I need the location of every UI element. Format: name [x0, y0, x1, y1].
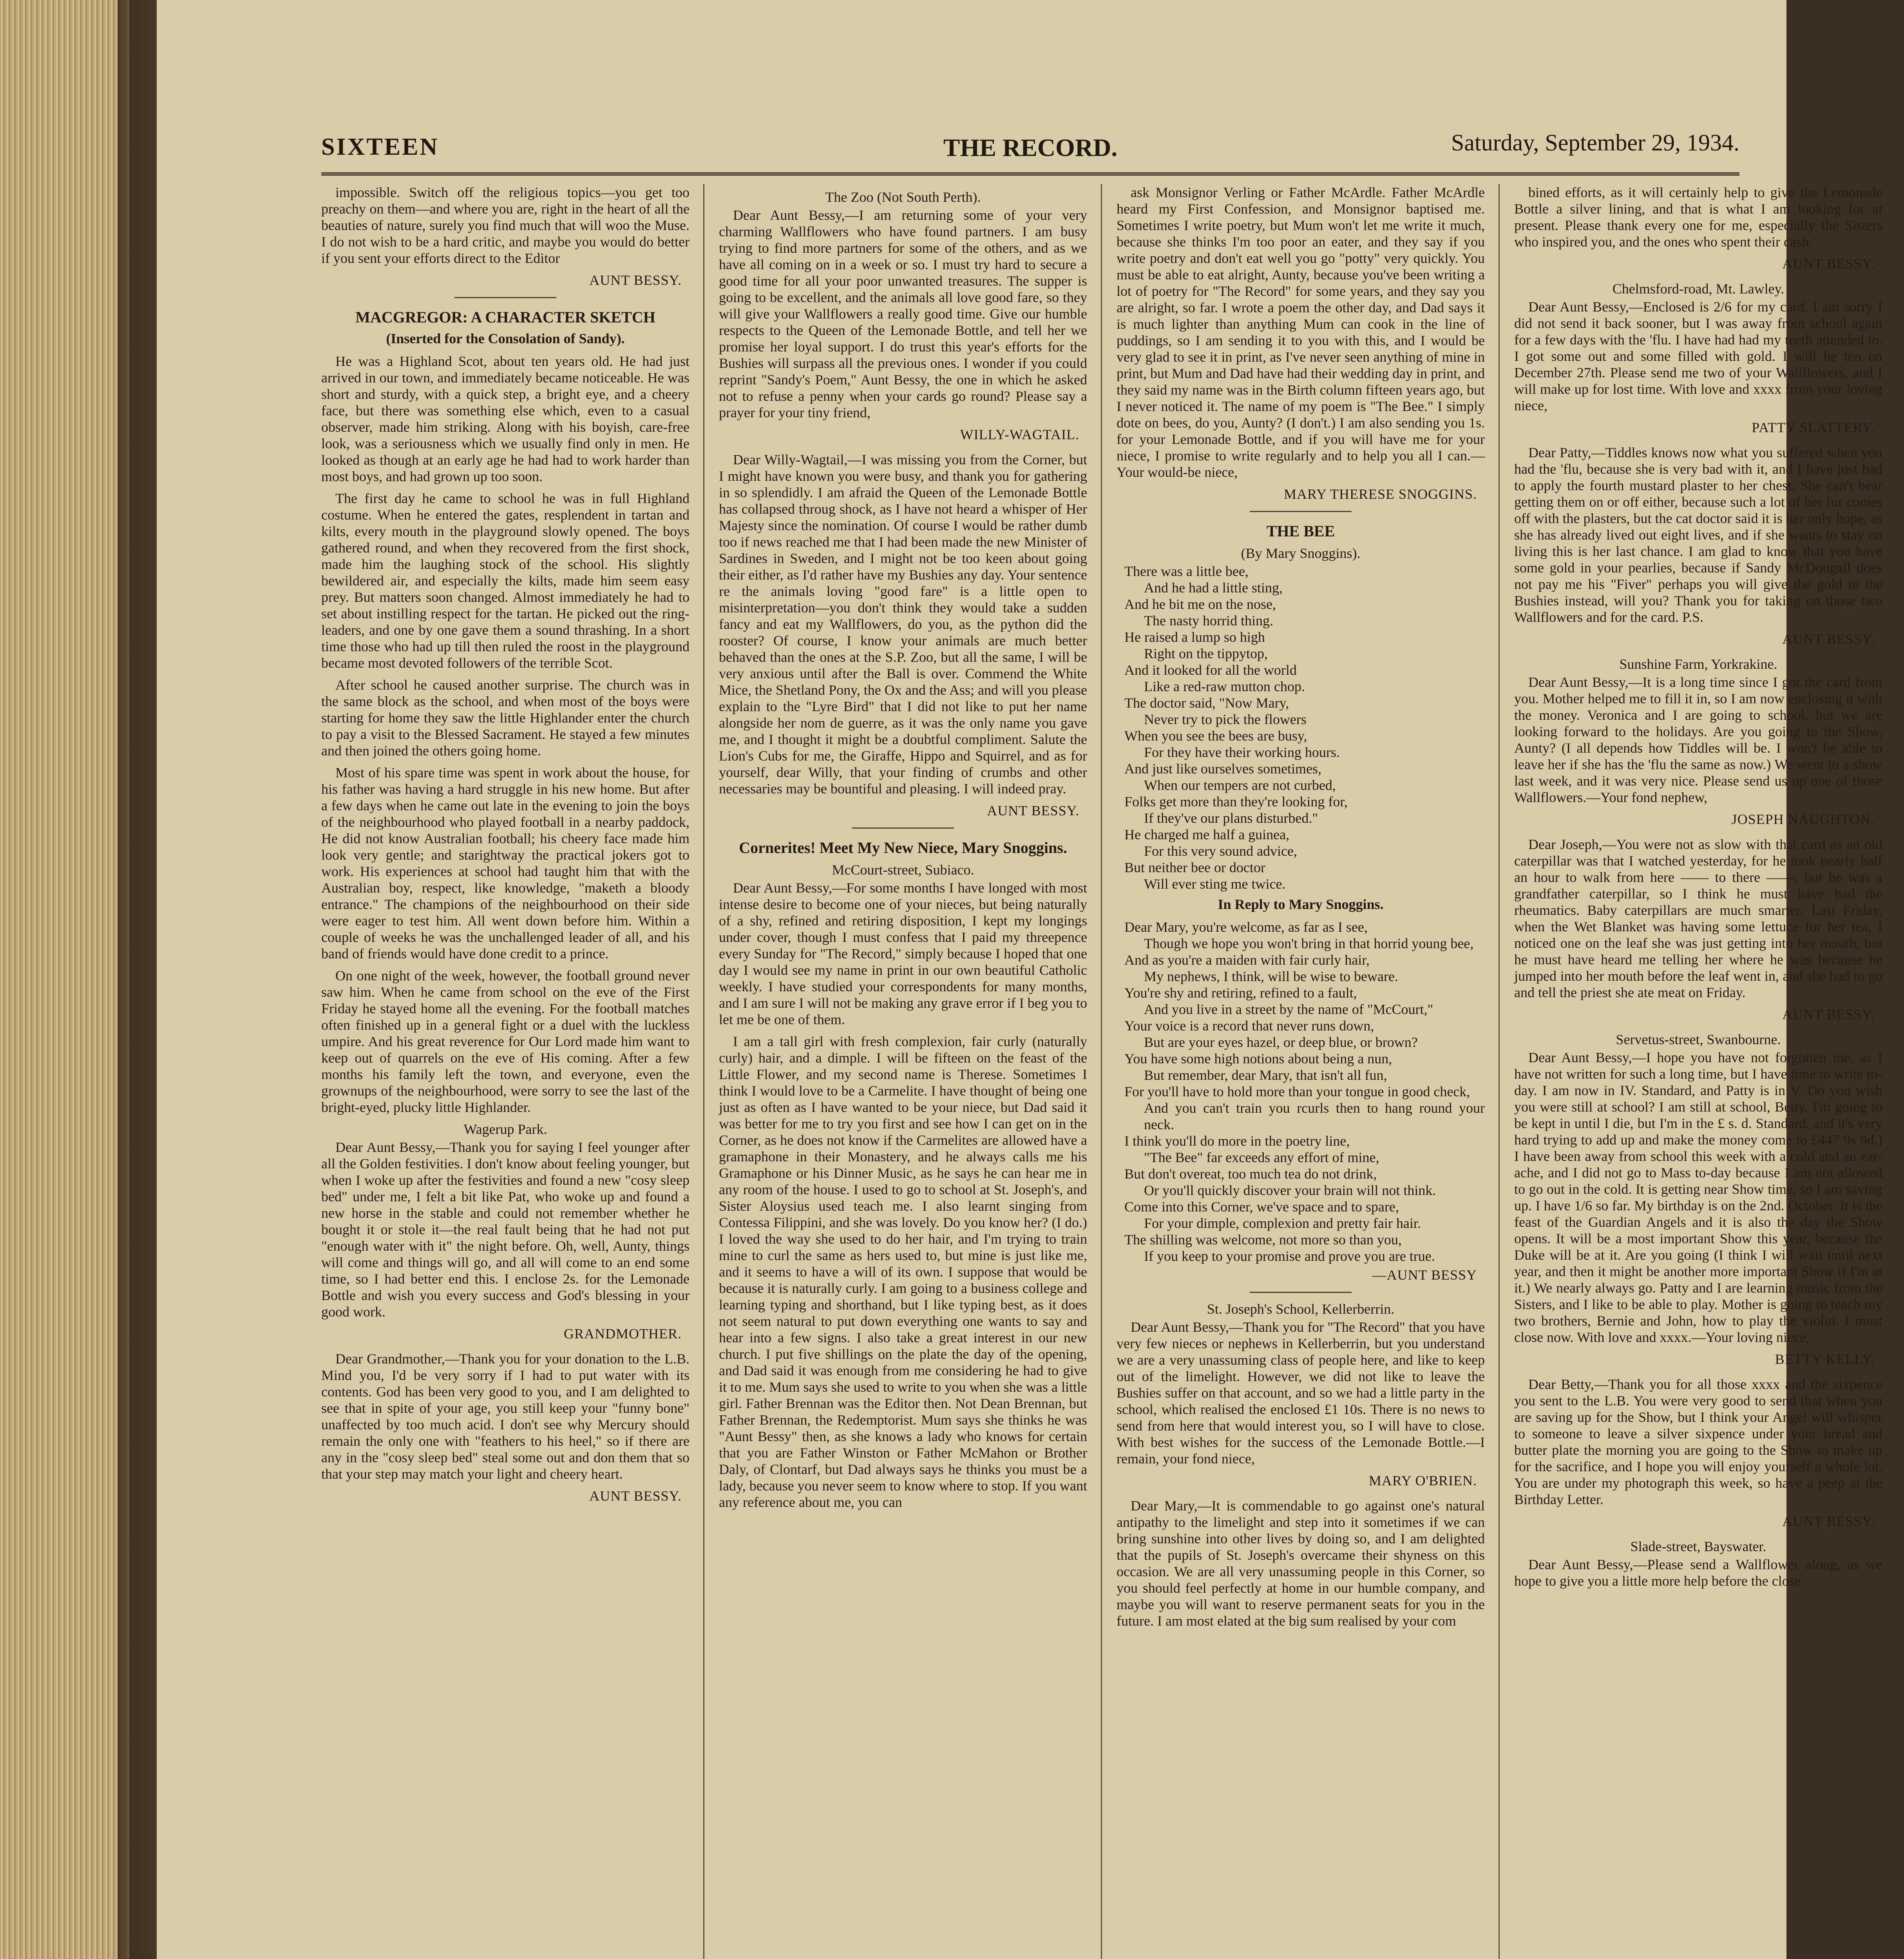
poem-line: Dear Mary, you're welcome, as far as I see,	[1124, 919, 1368, 935]
poem-line: When you see the bees are busy,	[1124, 728, 1307, 744]
poem-line: Will ever sting me twice.	[1144, 876, 1286, 892]
paragraph: Dear Mary,—It is commendable to go against one's natural antipathy to the limelight and step into it sometimes if we can bring sunshine into other lives by doing so, and I am delighted that the pupils of St. Joseph's overcame their shyness on this occasion. We are all very unassuming people in this Corner, so you should feel perfectly at home in our humble company, and maybe you will want to reserve permanent seats for you in the future. I am most elated at the big sum realised by your com	[1117, 1498, 1485, 1629]
signature: AUNT BESSY.	[987, 803, 1079, 818]
signature: AUNT BESSY.	[1782, 1007, 1875, 1022]
paragraph: On one night of the week, however, the football ground never saw him. When he came from school on the eve of the First Friday he stayed home all the evening. For the football matches often finished up in a general fight or a duel with the luckless umpire. And his great reverence for Our Lord made him want to keep out of quarrels on the eve of His coming. After a few months his family left the town, and everyone, even the grownups of the neighbourhood, were sorry to see the last of the bright-eyed, plucky little Highlander.	[321, 968, 690, 1115]
column-3	[1117, 184, 1485, 1959]
poem-title: THE BEE	[1266, 522, 1335, 540]
poem-line: The doctor said, "Now Mary,	[1124, 695, 1289, 711]
poem-line: But remember, dear Mary, that isn't all fun,	[1144, 1067, 1387, 1083]
poem-line: My nephews, I think, will be wise to beware.	[1144, 969, 1398, 984]
poem-line: Like a red-raw mutton chop.	[1144, 679, 1305, 694]
letter-address: Wagerup Park.	[463, 1121, 547, 1137]
paragraph: He was a Highland Scot, about ten years old. He had just arrived in our town, and immediately became noticeable. He was short and sturdy, with a quick step, a bright eye, and a cheery face, but there was something else which, even to a casual observer, made him striking. Along with his boyish, care-free look, was a seriousness which we usually find only in men. He looked as though at an early age he had had to work harder than most boys, and had grown up too soon.	[321, 353, 690, 484]
paragraph: Dear Aunt Bessy,—For some months I have longed with most intense desire to become one of your nieces, but being naturally of a shy, refined and retiring disposition, I kept my longings under cover, though I must confess that I paid my threepence every Sunday for "The Record," simply because I hoped that one day I would see my name in print in our own beautiful Catholic weekly. I have studied your correspondents for many months, and I am sure I will not be making any grave error if I beg you to let me be one of them.	[719, 880, 1087, 1027]
poem-line: For they have their working hours.	[1144, 744, 1340, 760]
signature: AUNT BESSY.	[1782, 631, 1875, 647]
column-rule	[703, 184, 704, 1959]
masthead: THE RECORD.	[943, 134, 1118, 161]
paragraph: ask Monsignor Verling or Father McArdle. Father McArdle heard my First Confession, and Monsignor baptised me. Sometimes I write poetry, but Mum won't let me write it much, because she thinks I'm too poor an eater, and they say if you write poetry and don't eat well you go "potty" very quickly. You must be able to eat alright, Aunty, because you've been writing a lot of poetry for "The Record" for some years, and they say you are alright, so far. I wrote a poem the other day, and Dad says it is much lighter than anything Mum can cook in the line of puddings, so I am sending it to you with this, and I would be very glad to see it in print, as I've never seen anything of mine in print, but Mum and Dad have had their wedding day in print, and they said my name was in the Birth column fifteen years ago, but I never noticed it. The name of my poem is "The Bee." I simply dote on bees, do you, Aunty? (I don't.) I am also sending you 1s. for your Lemonade Bottle, and if you will have me for your niece, I promise to write regularly and to help you all I can.—Your would-be niece,	[1117, 185, 1485, 480]
paragraph: Dear Joseph,—You were not as slow with that card as an old caterpillar was that I watched yesterday, for he took nearly half an hour to walk from here —— to there ——, but he was a grandfather caterpillar, so I think he must have had the rheumatics. Baby caterpillars are much smarter. Last Friday, when the Wet Blanket was having some lettuce for her tea, I noticed one on the leaf she was just getting into her mouth, but he must have heard me telling her where he was because he jumped into her mouth before the leaf went in, and she had to go and tell the priest she ate meat on Friday.	[1514, 836, 1882, 1000]
paragraph: Dear Aunt Bessy,—Please send a Wallflower along, as we hope to give you a little more help before the close	[1514, 1557, 1882, 1589]
poem-line: Folks get more than they're looking for,	[1124, 794, 1348, 809]
book-page-edges	[0, 0, 129, 1959]
poem-line: And he bit me on the nose,	[1124, 596, 1276, 612]
column-rule	[1499, 184, 1500, 1959]
issue-date: Saturday, September 29, 1934.	[1451, 130, 1739, 156]
poem-line: And he had a little sting,	[1144, 580, 1283, 596]
poem-line: Or you'll quickly discover your brain will not think.	[1144, 1182, 1436, 1198]
poem-line: "The Bee" far exceeds any effort of mine,	[1144, 1150, 1379, 1165]
poem-line: And as you're a maiden with fair curly hair,	[1124, 952, 1370, 968]
column-1	[321, 184, 690, 1959]
poem-byline: (By Mary Snoggins).	[1241, 545, 1361, 561]
poem-line: But neither bee or doctor	[1124, 860, 1265, 875]
paragraph: impossible. Switch off the religious topics—you get too preachy on them—and where you are, right in the heart of all the beauties of nature, surely you find much that will woo the Muse. I do not wish to be a hard critic, and maybe you would do better if you sent your efforts direct to the Editor	[321, 185, 690, 266]
signature: AUNT BESSY.	[589, 1488, 682, 1504]
paragraph: Dear Aunt Bessy,—Thank you for "The Record" that you have very few nieces or nephews in Kellerberrin, but you understand we are a very unassuming class of people here, and like to keep out of the limelight. However, we did not like to leave the Bushies suffer on that account, and so we had a little party in the school, which realised the enclosed £1 10s. There is no news to send from here that would interest you, so I will have to close. With best wishes for the success of the Lemonade Bottle.—I remain, your fond niece,	[1117, 1319, 1485, 1467]
paragraph: Dear Aunt Bessy,—Enclosed is 2/6 for my card. I am sorry I did not send it back sooner, but I was away from school again for a few days with the 'flu. I have had had my teeth attended to. I got some out and some filled with gold. I will be ten on December 27th. Please send me two of your Wallflowers, and I will make up for lost time. With love and xxxx from your loving niece,	[1514, 299, 1882, 413]
signature: BETTY KELLY.	[1775, 1351, 1875, 1367]
column-2	[719, 184, 1087, 1959]
letter-address: Sunshine Farm, Yorkrakine.	[1619, 656, 1777, 672]
article-subtitle: (Inserted for the Consolation of Sandy).	[386, 331, 625, 346]
poem-line: And you live in a street by the name of "McCourt,"	[1144, 1001, 1433, 1017]
paragraph: Dear Betty,—Thank you for all those xxxx and the sixpence you sent to the L.B. You were very good to send that when you are saving up for the Show, but I think your Angel will whisper to someone to leave a silver sixpence under your bread and butter plate the morning you are going to the Show to make up for the sacrifice, and I hope you will enjoy yourself a whole lot. You are under my photograph this week, so have a peep at the Birthday Letter.	[1514, 1376, 1882, 1507]
paragraph: Dear Aunt Bessy,—I hope you have not forgotten me, as I have not written for such a long time, but I have time to write to-day. I am now in IV. Standard, and Patty is in V. Do you wish you were still at school? I am still at school, Betty. I'm going to be kept in until I die, but I'm in the £ s. d. Standard, and it's very hard trying to add up and make the money come to £447 9s 9d.) I have been away from school this week with a cold and an ear-ache, and I did not go to Mass to-day because I am not allowed to go out in the cold. It is getting near Show time, so I am saving up. I have 1/6 so far. My birthday is on the 2nd. October. It is the feast of the Guardian Angels and it is also the day the Show opens. It will be a most important Show this year, because the Duke will be at it. Are you going (I think I will wait until next year, and then it might be another more important Show if I'm at it.) We nearly always go. Patty and I are learning music from the Sisters, and I like to be able to play. Mother is going to teach my two brothers, Bernie and John, how to play the violin. I must close now. With love and xxxx.—Your loving niece,	[1514, 1050, 1882, 1345]
column-rule	[1101, 184, 1102, 1959]
poem-line: And it looked for all the world	[1124, 662, 1297, 678]
paragraph: bined efforts, as it will certainly help to give the Lemonade Bottle a silver lining, and that is what I am looking for at present. Please thank every one for me, especially the Sisters who inspired you, and the ones who spent their cash.	[1514, 185, 1882, 250]
poem-line: For your dimple, complexion and pretty fair hair.	[1144, 1215, 1421, 1231]
divider	[852, 827, 954, 829]
divider	[1250, 511, 1352, 512]
poem-line: The nasty horrid thing.	[1144, 613, 1273, 628]
poem-line: You're shy and retiring, refined to a fault,	[1124, 985, 1357, 1001]
poem-line: There was a little bee,	[1124, 563, 1249, 579]
poem-line: And just like ourselves sometimes,	[1124, 761, 1321, 777]
poem-line: Your voice is a record that never runs down,	[1124, 1018, 1374, 1034]
signature: MARY THERESE SNOGGINS.	[1283, 486, 1477, 502]
page-number: SIXTEEN	[321, 134, 439, 160]
signature: GRANDMOTHER.	[563, 1326, 682, 1342]
poem-line: Never try to pick the flowers	[1144, 712, 1307, 727]
letter-address: McCourt-street, Subiaco.	[832, 862, 974, 878]
poem-line: He raised a lump so high	[1124, 629, 1265, 645]
signature: —AUNT BESSY	[1372, 1267, 1477, 1283]
poem-line: But don't overeat, too much tea do not drink,	[1124, 1166, 1377, 1182]
poem-line: The shilling was welcome, not more so than you,	[1124, 1232, 1402, 1247]
divider	[1250, 1292, 1352, 1293]
poem-line: If they've our plans disturbed."	[1144, 810, 1318, 826]
reply-poem	[1117, 919, 1485, 1264]
poem-line: Though we hope you won't bring in that horrid young bee,	[1144, 936, 1474, 951]
poem-line: When our tempers are not curbed,	[1144, 777, 1336, 793]
signature: AUNT BESSY.	[1782, 1514, 1875, 1529]
paragraph: Dear Patty,—Tiddles knows now what you suffered when you had the 'flu, because she is very bad with it, and I have just had to apply the fourth mustard plaster to her chest. She can't bear getting them on or off either, because such a lot of her fur comes off with the plasters, but the cat doctor said it is her only hope, as she has already lived out eight lives, and if she wants to stay on living this is her last chance. I am glad to know that you have some gold in your pearlies, because if Sandy McDougall does not pay me his "Fiver" perhaps you will give the gold to the Bushies instead, will you? Thank you for taking on those two Wallflowers and for the card. P.S.	[1514, 445, 1882, 625]
letter-address: The Zoo (Not South Perth).	[825, 189, 981, 205]
letter-address: Chelmsford-road, Mt. Lawley.	[1612, 281, 1785, 297]
poem-line: He charged me half a guinea,	[1124, 827, 1290, 842]
paragraph: Most of his spare time was spent in work about the house, for his father was having a hard struggle in his new home. But after a few days when he came out late in the evening to join the boys of the neighbourhood who played football in a nearby paddock, He did not know Australian football; his cheery face made him look very gentle; and starightway the practical jokers got to work. His experiences at school had taught him that with the Australian boy, respect, like knowledge, "maketh a bloody entrance." The champions of the neighbourhood on their side were eager to test him. All went down before him. Within a couple of weeks he was the unchallenged leader of all, and his band of friends would have done credit to a prince.	[321, 765, 690, 961]
paragraph: I am a tall girl with fresh complexion, fair curly (naturally curly) hair, and a dimple. I will be fifteen on the feast of the Little Flower, and my second name is Therese. Sometimes I think I would love to be a Carmelite. I have thought of being one just as often as I have wanted to be your niece, but Dad said it was better for me to try you first and see how I can get on in the Corner, as he does not know if the Carmelites are allowed have a gramaphone in their Monastery, and he always calls me his Gramaphone or his Dinner Music, as he says he can hear me in any room of the house. I used to go to school at St. Joseph's, and Sister Aloysius used teach me. I also learnt singing from Contessa Filippini, and she was lovely. Do you know her? (I do.) I loved the way she used to do her hair, and I'm trying to train mine to curl the same as hers used to, but mine is just like me, and it seems to have a will of its own. I suppose that would be because it is naturally curly. I am going to a business college and learning typing and shorthand, but I like typing best, as it does not seem natural to put down everything one wants to say and hear into a few signs. I also take a great interest in our new church. I put five shillings on the plate the day of the opening, and Dad said it was enough from me considering he had to give it to me. Mum says she used to write to you when she was a little girl. Father Brennan was the Editor then. Not Dean Brennan, but Father Brennan, the Redemptorist. Mum says she thinks he was "Aunt Bessy" then, as she knows a lady who knows for certain that you are Father Winston or Father McMahon or Brother Daly, of Clontarf, but Dad always says he thinks you must be a lady, because you never seem to know where to stop. If you want any reference about me, you can	[719, 1034, 1087, 1510]
signature: AUNT BESSY.	[589, 272, 682, 288]
paragraph: Dear Willy-Wagtail,—I was missing you from the Corner, but I might have known you were busy, and thank you for gathering in so splendidly. I am afraid the Queen of the Lemonade Bottle has collapsed throug shock, as I have not heard a whisper of Her Majesty since the nomination. Of course I would be rather dumb too if news reached me that I had been made the new Minister of Sardines in Sweden, and I might not be too keen about going their either, as I'd rather have my Bushies any day. Your sentence re the animals loving "good fare" is a little open to misinterpretation—you don't think they would take a sudden fancy and eat my Wallflowers, do you, as the python did the rooster? Of course, I know your animals are much better behaved than the ones at the S.P. Zoo, but all the same, I will be very anxious until after the Ball is over. Commend the White Mice, the Shetland Pony, the Ox and the Ass; and will you please explain to the "Lyre Bird" that I did not like to put her name alongside her nom de guerre, as it was the only name you gave me, and I thought it might be a doubtful compliment. Salute the Lion's Cubs for me, the Giraffe, Hippo and Squirrel, and as for yourself, dear Willy, that your finding of crumbs and other necessaries may be bountiful and pleasing. I will indeed pray.	[719, 452, 1087, 797]
poem-line: For this very sound advice,	[1144, 843, 1297, 859]
paragraph: After school he caused another surprise. The church was in the same block as the school, and when most of the boys were starting for home they saw the little Highlander enter the church to pay a visit to the Blessed Sacrament. He stayed a few minutes and then joined the others going home.	[321, 677, 690, 759]
paragraph: Dear Aunt Bessy,—I am returning some of your very charming Wallflowers who have found partners. I am busy trying to find more partners for some of the others, and as we have all coming on in a week or so. I must try hard to secure a good time for all your poor unwanted treasures. The supper is going to be excellent, and the animals all love good fare, so they will give your Wallflowers a really good time. Give our humble respects to the Queen of the Lemonade Bottle, and tell her we promise her loyal support. I do trust this year's efforts for the Bushies will surpass all the previous ones. I wonder if you could reprint "Sandy's Poem," Aunt Bessy, the one in which he asked not to refuse a penny when your cards go round? Please say a prayer for your tiny friend,	[719, 207, 1087, 420]
signature: WILLY-WAGTAIL.	[960, 427, 1079, 442]
poem-line: I think you'll do more in the poetry line,	[1124, 1133, 1350, 1149]
article-title: Cornerites! Meet My New Niece, Mary Snoggins.	[739, 839, 1067, 856]
signature: AUNT BESSY.	[1782, 256, 1875, 272]
paragraph: The first day he came to school he was in full Highland costume. When he entered the gates, resplendent in tartan and kilts, every mouth in the playground slowly opened. The boys gathered round, and when they recovered from the first shock, made him the laughing stock of the school. His slightly bewildered air, and especially the kilts, made him seem easy prey. But matters soon changed. Almost immediately he had to set about instilling respect for the tartan. He picked out the ring-leaders, and one by one gave them a sound thrashing. In a short time those who had up till then ruled the roost in the playground became most devoted followers of the terrible Scot.	[321, 491, 690, 671]
column-4	[1514, 184, 1882, 1959]
letter-address: Slade-street, Bayswater.	[1630, 1539, 1766, 1554]
paragraph: Dear Aunt Bessy,—It is a long time since I got the card from you. Mother helped me to fill it in, so I am now enclosing it with the money. Veronica and I are going to school, but we are looking forward to the holidays. Are you going to the Show, Aunty? (I all depends how Tiddles will be. I won't be able to leave her if she has the 'flu the same as now.) We went to a show last week, and it was very nice. Please send us up one of those Wallflowers.—Your fond nephew,	[1514, 674, 1882, 805]
paragraph: Dear Aunt Bessy,—Thank you for saying I feel younger after all the Golden festivities. I don't know about feeling younger, but when I woke up after the festivities and found a new "cosy sleep bed" under me, I felt a bit like Pat, who woke up and found a new horse in the stable and could not remember whether he bought it or stole it—the real fault being that he had not put "enough water with it" the night before. Oh, well, Aunty, things will come and things will go, and all will come to an end some time, so I had better end this. I enclose 2s. for the Lemonade Bottle and wish you every success and God's blessing in your good work.	[321, 1139, 690, 1320]
divider	[454, 297, 556, 298]
article-columns	[321, 184, 1904, 1959]
poem-line: You have some high notions about being a nun,	[1124, 1051, 1392, 1066]
newspaper-page	[157, 0, 1882, 1959]
page-header	[321, 129, 1739, 176]
poem-line: And you can't train you rcurls then to hang round your neck.	[1144, 1100, 1485, 1132]
reply-title: In Reply to Mary Snoggins.	[1218, 896, 1384, 912]
poem-line: Right on the tippytop,	[1144, 646, 1268, 661]
poem-line: If you keep to your promise and prove you are true.	[1144, 1248, 1435, 1264]
article-title: MACGREGOR: A CHARACTER SKETCH	[355, 308, 655, 326]
signature: PATTY SLATTERY.	[1752, 420, 1875, 435]
signature: MARY O'BRIEN.	[1368, 1473, 1477, 1488]
paragraph: Dear Grandmother,—Thank you for your donation to the L.B. Mind you, I'd be very sorry if I had to put water with its contents. God has been very good to you, and I am delighted to see that in spite of your age, you still keep your "funny bone" unaffected by too much acid. I don't see why Mercury should remain the only one with "feathers to his heel," so if there are any in the "cosy sleep bed" steal some out and don them that so that your step may match your light and cheery heart.	[321, 1351, 690, 1482]
poem-line: But are your eyes hazel, or deep blue, or brown?	[1144, 1034, 1418, 1050]
letter-address: Servetus-street, Swanbourne.	[1616, 1032, 1781, 1047]
signature: JOSEPH NAUGHTON.	[1731, 811, 1875, 827]
poem-line: For you'll have to hold more than your tongue in good check,	[1124, 1084, 1470, 1099]
poem	[1117, 563, 1485, 892]
letter-address: St. Joseph's School, Kellerberrin.	[1207, 1301, 1395, 1317]
poem-line: Come into this Corner, we've space and to spare,	[1124, 1199, 1399, 1215]
